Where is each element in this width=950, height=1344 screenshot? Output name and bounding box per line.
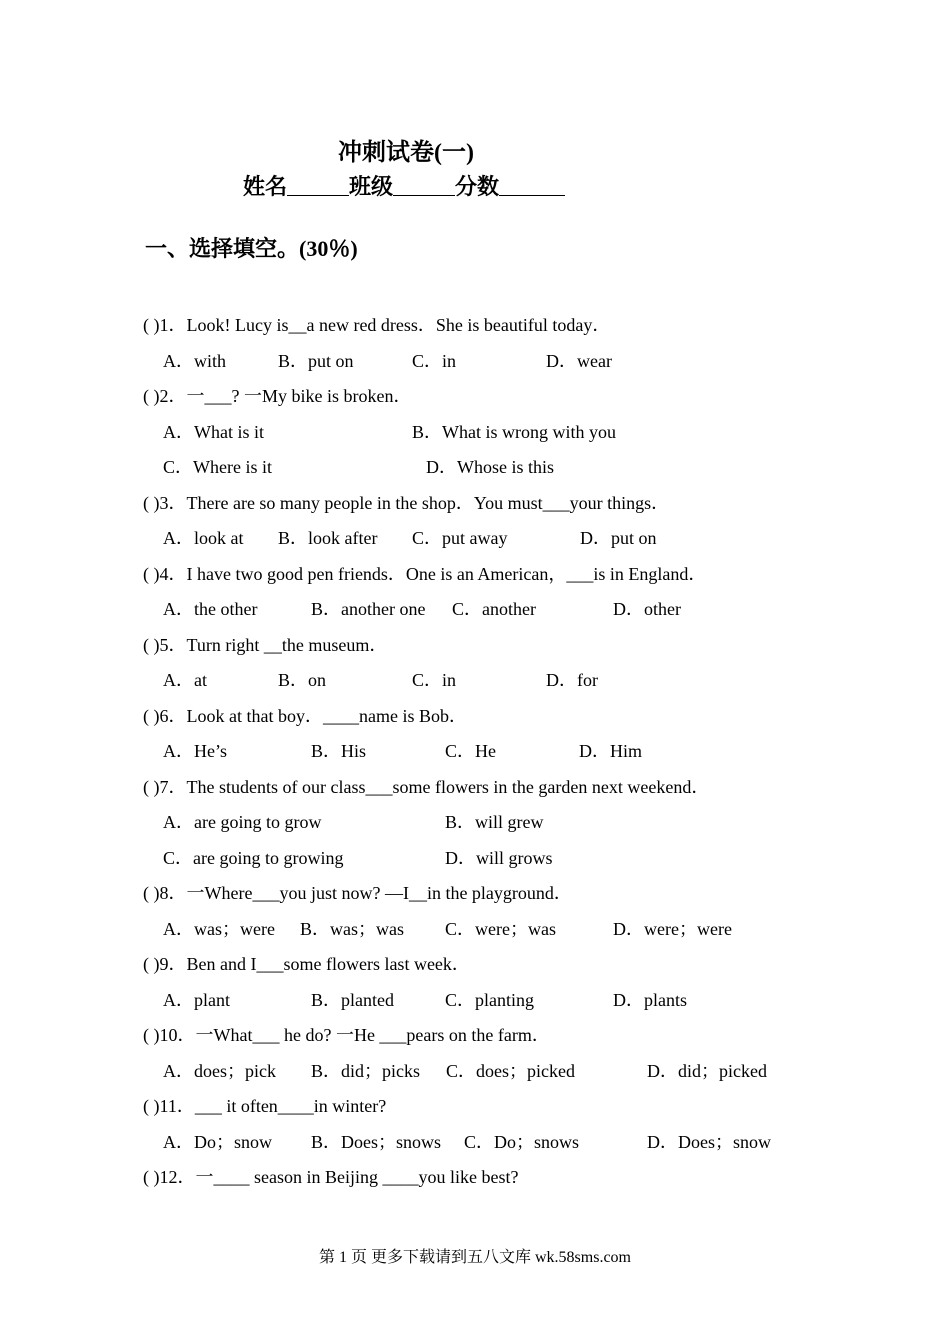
- q8-option-b: B．was；was: [300, 919, 404, 939]
- question-3: ( )3．There are so many people in the shop．You must___your things．: [143, 493, 670, 513]
- q6-option-d: D．Him: [579, 741, 642, 761]
- question-6: ( )6．Look at that boy．____name is Bob．: [143, 706, 467, 726]
- q6-option-b: B．His: [311, 741, 367, 761]
- q4-option-d: D．other: [613, 599, 681, 619]
- question-10: ( )10．一What___ he do? 一He ___pears on the farm．: [143, 1025, 550, 1045]
- q7-option-a: A．are going to grow: [163, 812, 322, 832]
- q3-option-b: B．look after: [278, 528, 378, 548]
- q2-option-a: A．What is it: [163, 422, 264, 442]
- q7-option-d: D．will grows: [445, 848, 553, 868]
- q11-option-c: C．Do；snows: [464, 1132, 580, 1152]
- q8-option-c: C．were；was: [445, 919, 556, 939]
- q3-option-a: A．look at: [163, 528, 244, 548]
- q9-option-c: C．planting: [445, 990, 534, 1010]
- q4-option-b: B．another one: [311, 599, 426, 619]
- question-11: ( )11．___ it often____in winter?: [143, 1096, 387, 1116]
- q11-option-b: B．Does；snows: [311, 1132, 442, 1152]
- q5-option-c: C．in: [412, 670, 457, 690]
- page-footer: 第 1 页 更多下载请到五八文库 wk.58sms.com: [318, 1249, 631, 1266]
- page-title: 冲刺试卷(一): [338, 140, 474, 166]
- question-1: ( )1．Look! Lucy is__a new red dress．She is beautiful today．: [143, 315, 611, 335]
- q2-option-d: D．Whose is this: [426, 457, 554, 477]
- q8-option-a: A．was；were: [163, 919, 275, 939]
- student-info-line: [243, 170, 565, 201]
- question-2: ( )2．一___? 一My bike is broken．: [143, 386, 412, 406]
- q5-option-a: A．at: [163, 670, 207, 690]
- q10-option-b: B．did；picks: [311, 1061, 421, 1081]
- q2-option-c: C．Where is it: [163, 457, 272, 477]
- question-8: ( )8．一Where___you just now? —I__in the playground．: [143, 883, 572, 903]
- class-label: 班级: [349, 174, 394, 199]
- name-blank[interactable]: [287, 175, 349, 196]
- q9-option-b: B．planted: [311, 990, 394, 1010]
- question-12: ( )12．一____ season in Beijing ____you like best?: [143, 1167, 519, 1187]
- q1-option-b: B．put on: [278, 351, 354, 371]
- question-9: ( )9．Ben and I___some flowers last week．: [143, 954, 470, 974]
- q10-option-a: A．does；pick: [163, 1061, 276, 1081]
- q3-option-c: C．put away: [412, 528, 508, 548]
- name-label: 姓名: [243, 174, 288, 199]
- q9-option-d: D．plants: [613, 990, 687, 1010]
- q10-option-c: C．does；picked: [446, 1061, 575, 1081]
- q1-option-c: C．in: [412, 351, 457, 371]
- q9-option-a: A．plant: [163, 990, 230, 1010]
- question-4: ( )4．I have two good pen friends．One is an American，___is in England．: [143, 564, 707, 584]
- q8-option-d: D．were；were: [613, 919, 732, 939]
- q10-option-d: D．did；picked: [647, 1061, 767, 1081]
- q3-option-d: D．put on: [580, 528, 657, 548]
- q11-option-d: D．Does；snow: [647, 1132, 771, 1152]
- q11-option-a: A．Do；snow: [163, 1132, 273, 1152]
- q6-option-a: A．He’s: [163, 741, 227, 761]
- question-7: ( )7．The students of our class___some flowers in the garden next weekend．: [143, 777, 710, 797]
- q4-option-a: A．the other: [163, 599, 258, 619]
- q7-option-c: C．are going to growing: [163, 848, 344, 868]
- q4-option-c: C．another: [452, 599, 536, 619]
- q1-option-a: A．with: [163, 351, 226, 371]
- score-blank[interactable]: [499, 175, 565, 196]
- question-5: ( )5．Turn right __the museum．: [143, 635, 388, 655]
- q7-option-b: B．will grew: [445, 812, 544, 832]
- q2-option-b: B．What is wrong with you: [412, 422, 616, 442]
- q5-option-b: B．on: [278, 670, 327, 690]
- section-title: 一、选择填空。(30％): [145, 236, 358, 261]
- class-blank[interactable]: [393, 175, 455, 196]
- q1-option-d: D．wear: [546, 351, 612, 371]
- q6-option-c: C．He: [445, 741, 496, 761]
- score-label: 分数: [455, 174, 500, 199]
- q5-option-d: D．for: [546, 670, 598, 690]
